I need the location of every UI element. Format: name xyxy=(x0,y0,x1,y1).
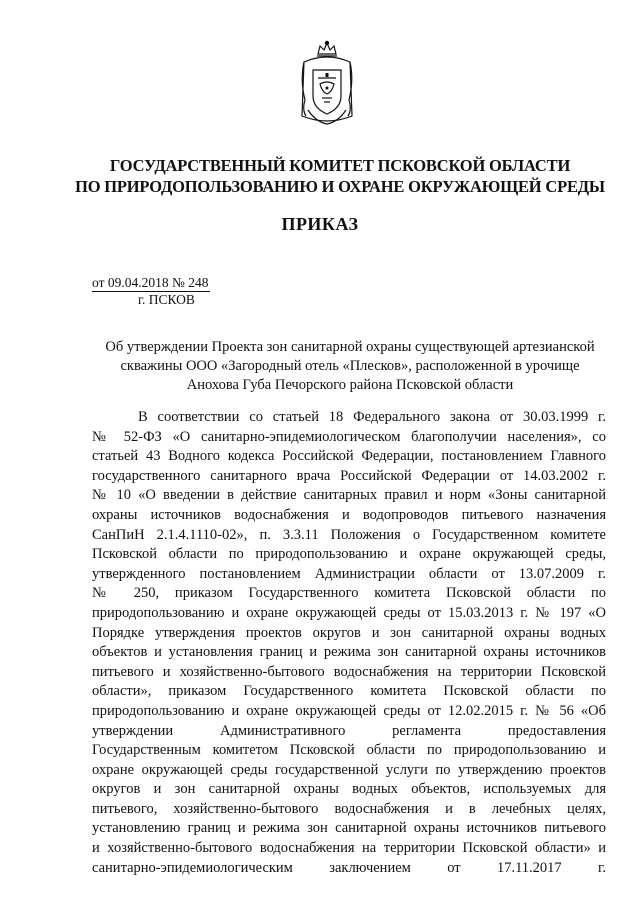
body-line: природопользованию и охране окружающей среды от 15.03.2013 г. № 197 «О xyxy=(92,604,606,621)
body-line: округов и зон санитарной охраны водных объектов, используемых для xyxy=(92,781,606,798)
body-line: питьевого и хозяйственно-бытового водоснабжения на территории Псковской xyxy=(92,663,606,680)
subject-line: Об утверждении Проекта зон санитарной охраны существующей артезианской xyxy=(105,339,595,355)
document-meta xyxy=(92,275,210,308)
body-line: Псковской области по природопользованию и охране окружающей среды, xyxy=(92,546,606,563)
document-type-title: ПРИКАЗ xyxy=(281,214,359,234)
body-line: В соответствии со статьей 18 Федерального закона от 30.03.1999 г. xyxy=(138,409,606,425)
body-line: области», приказом Государственного комитета Псковской области по xyxy=(92,683,606,700)
body-line: охраны источников водоснабжения и водопроводов питьевого назначения xyxy=(92,506,606,523)
organization-name-line-1: ГОСУДАРСТВЕННЫЙ КОМИТЕТ ПСКОВСКОЙ ОБЛАСТИ xyxy=(109,156,571,175)
body-line: № 52-ФЗ «О санитарно-эпидемиологическом благополучии населения», со xyxy=(92,428,606,445)
body-line: утвержденного постановлением Администрации области от 13.07.2009 г. xyxy=(92,565,606,582)
body-line: СанПиН 2.1.4.1110-02», п. 3.3.11 Положения о Государственном комитете xyxy=(92,526,606,543)
subject-line: Анохова Губа Печорского района Псковской области xyxy=(186,377,514,393)
body-line: и хозяйственно-бытового водоснабжения на территории Псковской области» и xyxy=(92,840,606,857)
body-line: санитарно-эпидемиологическим заключением от 17.11.2017 г. xyxy=(92,859,606,876)
body-line: установлению границ и режима зон санитарной охраны источников питьевого xyxy=(92,820,606,837)
body-line: Порядке утверждения проектов округов и зон санитарной охраны водных xyxy=(92,624,606,641)
body-line: охране окружающей среды государственной услуги по утверждению проектов xyxy=(92,761,606,778)
coat-of-arms-emblem xyxy=(296,40,358,128)
subject-heading xyxy=(80,338,620,395)
body-line: № 10 «О введении в действие санитарных правил и норм «Зоны санитарной xyxy=(92,487,606,504)
city-line: г. ПСКОВ xyxy=(138,292,195,307)
body-line: утверждении Административного регламента предоставления xyxy=(92,722,606,739)
body-line: № 250, приказом Государственного комитета Псковской области по xyxy=(92,585,606,602)
body-line: объектов и установления границ и режима зон санитарной охраны источников xyxy=(92,644,606,661)
subject-line: скважины ООО «Загородный отель «Плесков», расположенной в урочище xyxy=(120,358,580,374)
body-paragraph xyxy=(92,408,606,878)
body-line: Государственным комитетом Псковской области по природопользованию и xyxy=(92,742,606,759)
body-line: питьевого, хозяйственно-бытового водоснабжения и в лечебных целях, xyxy=(92,800,606,817)
organization-name-line-2: ПО ПРИРОДОПОЛЬЗОВАНИЮ И ОХРАНЕ ОКРУЖАЮЩЕЙ СРЕДЫ xyxy=(75,177,605,196)
body-line: природопользованию и охране окружающей среды от 12.02.2015 г. № 56 «Об xyxy=(92,702,606,719)
body-line: статьей 43 Водного кодекса Российской Федерации, постановлением Главного xyxy=(92,448,606,465)
body-line: государственного санитарного врача Российской Федерации от 14.03.2002 г. xyxy=(92,467,606,484)
date-number-line: от 09.04.2018 № 248 xyxy=(92,275,209,290)
